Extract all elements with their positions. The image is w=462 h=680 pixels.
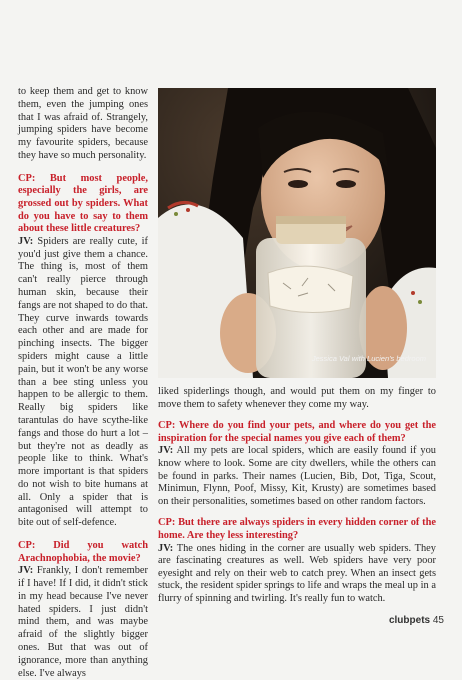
- answer-text: All my pets are local spiders, which are easily found if you know where to look. Some are city dwellers, while the others can be found in parks. Their names (Lucien, Bib, Dot, Tiga, Scout, Minimun, Flynn, Poof, Missy, Kit, Krusty) are sometimes based on their personalities, sometimes based on other random factors.: [158, 445, 436, 507]
- question-3: CP: Where do you find your pets, and where do you get the inspiration for the special names you give each of them?: [158, 420, 436, 444]
- page-number: 45: [432, 615, 444, 626]
- page-footer: [389, 615, 444, 626]
- answer-label: JV:: [158, 445, 174, 457]
- answer-label: JV:: [18, 235, 34, 247]
- photo-caption: Jessica Val with Lucien's bedroom: [311, 354, 426, 363]
- answer-label: JV:: [158, 542, 174, 554]
- question-2: CP: Did you watch Arachnophobia, the movie?: [18, 540, 148, 564]
- answer-3: [158, 445, 436, 508]
- answer-text: Frankly, I don't remember if I have! If I did, it didn't stick in my head because I've never hated spiders. I just didn't mind them, and was maybe afraid of the slightly bigger ones. But that was out of ignorance, more than anything else. I've always: [18, 565, 148, 679]
- answer-2: [18, 565, 148, 680]
- intro-paragraph: to keep them and get to know them, even the jumping ones that I was afraid of. Strangely, jumping spiders have become my favourite spiders, because they have so much personality.: [18, 86, 148, 161]
- answer-label: JV:: [18, 565, 34, 577]
- answer-text: Spiders are really cute, if you'd just give them a chance. The thing is, most of them can't really pierce through human skin, because their fangs are not shaped to do that. They curve inwards towards each other and are made for pinching insects. The bigger spiders might cause a little pain, but it won't be any worse than a bee sting unless you happen to be allergic to them. Really big spiders like tarantulas do have scythe-like fangs and those do hurt a lot – but they're not as deadly as people like to think. What's more important is that spiders do not wish to bite humans at all. Only a spider that is antagonised will attempt to bite out of self-defence.: [18, 235, 148, 529]
- left-column: [18, 86, 148, 680]
- question-4: CP: But there are always spiders in every hidden corner of the home. Are they less interesting?: [158, 517, 436, 541]
- answer-4: [158, 543, 436, 606]
- continuation-paragraph: liked spiderlings though, and would put them on my finger to move them to safety whenever they come my way.: [158, 386, 436, 410]
- question-1: CP: But most people, especially the girls, are grossed out by spiders. What do you have to say to them about these little creatures?: [18, 172, 148, 235]
- portrait-photo: [158, 88, 436, 378]
- answer-1: [18, 236, 148, 530]
- answer-text: The ones hiding in the corner are usually web spiders. They are fascinating creatures as well. Web spiders have very poor eyesight and rely on their web to catch prey. When an insect gets stuck, the resident spider springs to life and wraps the meal up in a flurry of spinning and twirling. It's really fun to watch.: [158, 542, 436, 604]
- photo-illustration: [158, 88, 436, 378]
- right-column: [158, 386, 436, 606]
- magazine-brand: clubpets: [388, 615, 431, 626]
